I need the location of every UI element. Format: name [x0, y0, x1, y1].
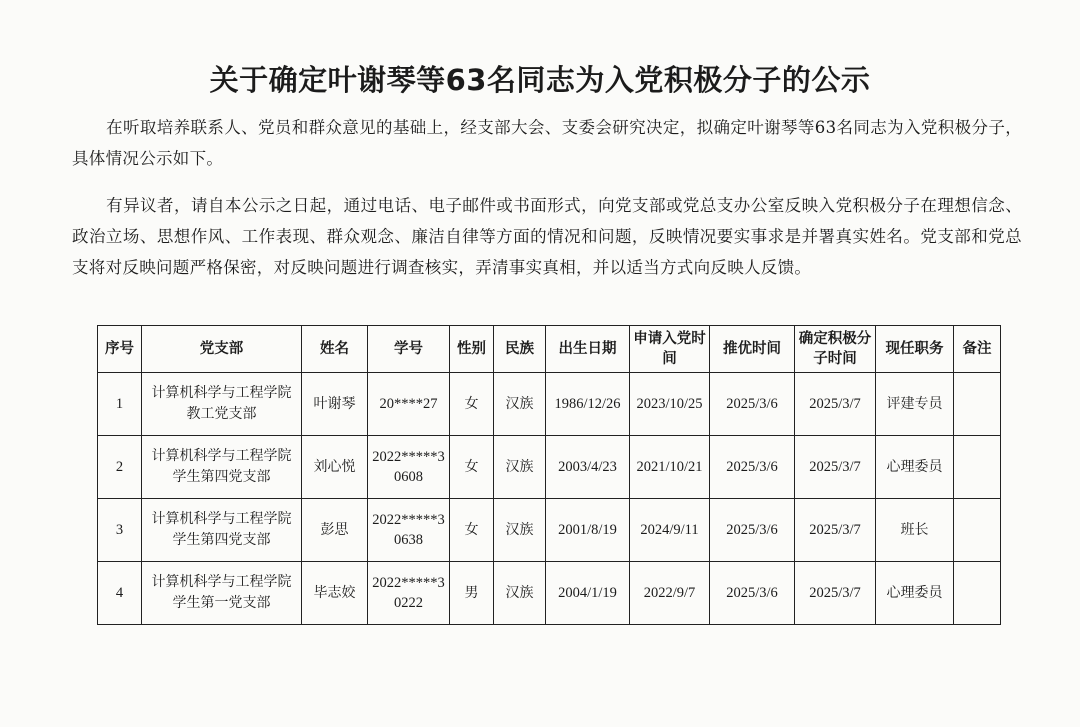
table-row [98, 562, 1001, 625]
cell-name: 刘心悦 [302, 436, 368, 499]
cell-gender: 女 [450, 436, 494, 499]
cell-student-id: 2022*****30638 [368, 499, 450, 562]
header-no: 序号 [98, 326, 142, 373]
cell-recommend-date: 2025/3/6 [710, 562, 795, 625]
cell-student-id: 20****27 [368, 373, 450, 436]
cell-name: 毕志姣 [302, 562, 368, 625]
cell-no: 2 [98, 436, 142, 499]
cell-student-id: 2022*****30608 [368, 436, 450, 499]
header-birth-date: 出生日期 [546, 326, 630, 373]
cell-name: 彭思 [302, 499, 368, 562]
cell-remarks [954, 499, 1001, 562]
header-student-id: 学号 [368, 326, 450, 373]
cell-apply-date: 2023/10/25 [630, 373, 710, 436]
cell-no: 1 [98, 373, 142, 436]
cell-ethnicity: 汉族 [494, 499, 546, 562]
cell-ethnicity: 汉族 [494, 373, 546, 436]
cell-ethnicity: 汉族 [494, 436, 546, 499]
objection-paragraph [72, 190, 1022, 283]
cell-birth-date: 2001/8/19 [546, 499, 630, 562]
intro-paragraph-text: 在听取培养联系人、党员和群众意见的基础上，经支部大会、支委会研究决定，拟确定叶谢琴等63名同志为入党积极分子，具体情况公示如下。 [72, 118, 1022, 168]
cell-remarks [954, 562, 1001, 625]
page-title: 关于确定叶谢琴等63名同志为入党积极分子的公示 [209, 63, 871, 97]
cell-branch: 计算机科学与工程学院学生第四党支部 [142, 436, 302, 499]
cell-branch: 计算机科学与工程学院教工党支部 [142, 373, 302, 436]
cell-birth-date: 1986/12/26 [546, 373, 630, 436]
header-apply-date: 申请入党时间 [630, 326, 710, 373]
header-name: 姓名 [302, 326, 368, 373]
table-row [98, 373, 1001, 436]
cell-confirm-date: 2025/3/7 [795, 436, 876, 499]
header-position: 现任职务 [876, 326, 954, 373]
cell-name: 叶谢琴 [302, 373, 368, 436]
cell-gender: 男 [450, 562, 494, 625]
cell-branch: 计算机科学与工程学院学生第四党支部 [142, 499, 302, 562]
header-remarks: 备注 [954, 326, 1001, 373]
cell-apply-date: 2021/10/21 [630, 436, 710, 499]
candidates-table [97, 325, 1001, 625]
cell-position: 评建专员 [876, 373, 954, 436]
cell-no: 3 [98, 499, 142, 562]
cell-position: 心理委员 [876, 436, 954, 499]
cell-gender: 女 [450, 499, 494, 562]
cell-apply-date: 2024/9/11 [630, 499, 710, 562]
intro-paragraph [72, 112, 1022, 174]
cell-confirm-date: 2025/3/7 [795, 373, 876, 436]
header-confirm-date: 确定积极分子时间 [795, 326, 876, 373]
cell-remarks [954, 436, 1001, 499]
cell-apply-date: 2022/9/7 [630, 562, 710, 625]
header-ethnicity: 民族 [494, 326, 546, 373]
cell-confirm-date: 2025/3/7 [795, 499, 876, 562]
table-row [98, 499, 1001, 562]
cell-confirm-date: 2025/3/7 [795, 562, 876, 625]
table-header-row [98, 326, 1001, 373]
cell-position: 班长 [876, 499, 954, 562]
cell-branch: 计算机科学与工程学院学生第一党支部 [142, 562, 302, 625]
cell-recommend-date: 2025/3/6 [710, 373, 795, 436]
cell-birth-date: 2004/1/19 [546, 562, 630, 625]
header-recommend-date: 推优时间 [710, 326, 795, 373]
cell-recommend-date: 2025/3/6 [710, 499, 795, 562]
objection-paragraph-text: 有异议者，请自本公示之日起，通过电话、电子邮件或书面形式，向党支部或党总支办公室反映入党积极分子在理想信念、政治立场、思想作风、工作表现、群众观念、廉洁自律等方面的情况和问题，反映情况要实事求是并署真实姓名。党支部和党总支将对反映问题严格保密，对反映问题进行调查核实，弄清事实真相，并以适当方式向反映人反馈。 [72, 196, 1022, 277]
cell-birth-date: 2003/4/23 [546, 436, 630, 499]
table-row [98, 436, 1001, 499]
cell-position: 心理委员 [876, 562, 954, 625]
cell-recommend-date: 2025/3/6 [710, 436, 795, 499]
cell-no: 4 [98, 562, 142, 625]
cell-remarks [954, 373, 1001, 436]
cell-student-id: 2022*****30222 [368, 562, 450, 625]
cell-ethnicity: 汉族 [494, 562, 546, 625]
header-branch: 党支部 [142, 326, 302, 373]
header-gender: 性别 [450, 326, 494, 373]
cell-gender: 女 [450, 373, 494, 436]
